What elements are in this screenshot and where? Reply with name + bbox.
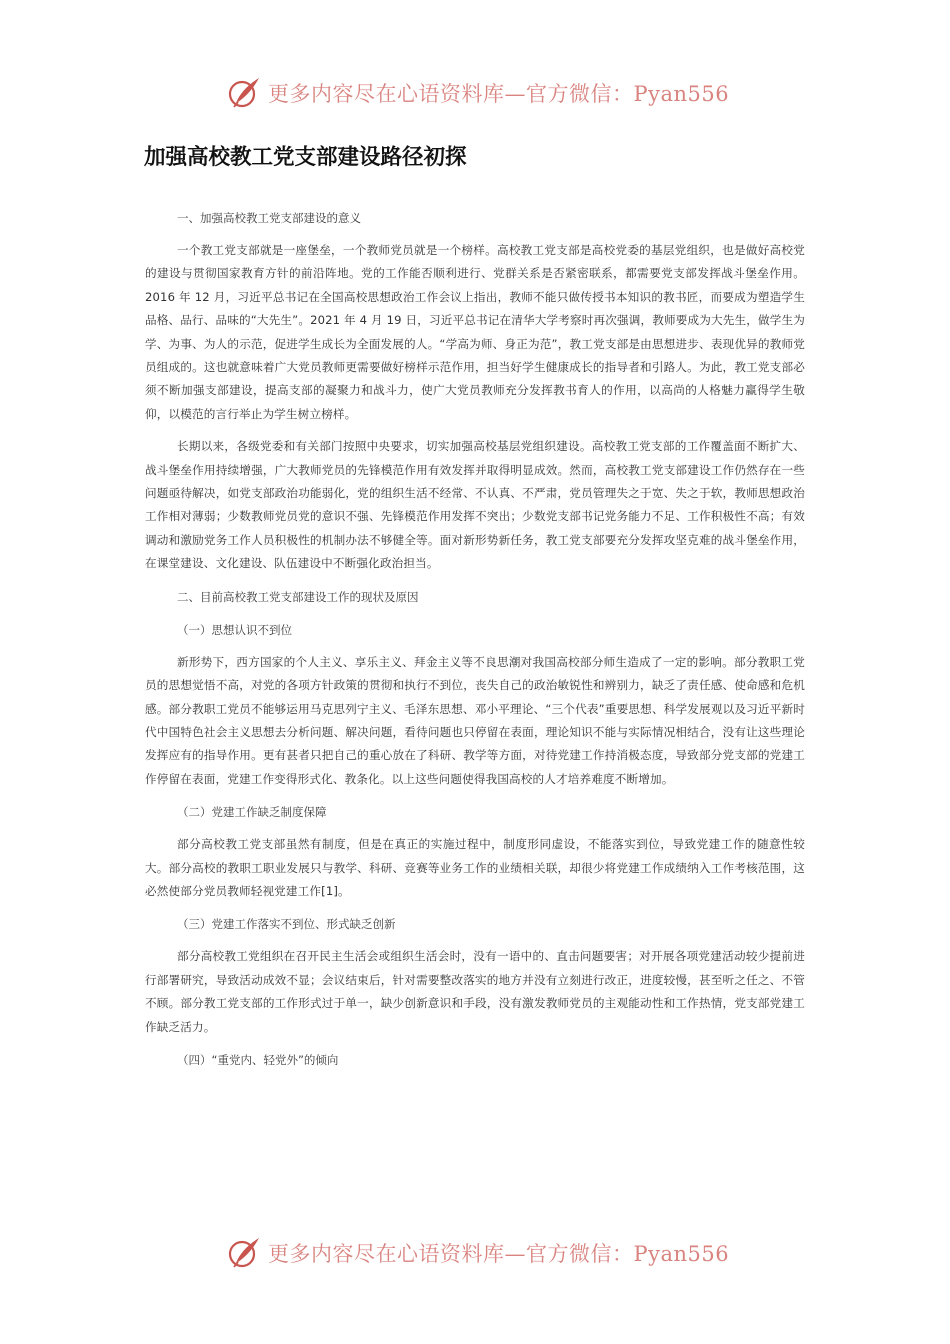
subsection-heading: （四）“重党内、轻党外”的倾向 — [177, 1052, 339, 1067]
page-title: 加强高校教工党支部建设路径初探 — [144, 145, 467, 170]
quill-pen-icon — [226, 75, 262, 111]
section-heading: 二、目前高校教工党支部建设工作的现状及原因 — [177, 589, 419, 604]
paragraph: 部分高校教工党组织在召开民主生活会或组织生活会时，没有一语中的、直击问题要害；对开展各项党建活动较少提前进行部署研究，导致活动成效不显；会议结束后，针对需要整改落实的地方并没有立刻进行改正，进度较慢，甚至听之任之、不管不顾。部分教工党支部的工作形式过于单一，缺少创新意识和手段，没有激发教师党员的主观能动性和工作热情，党支部党建工作缺乏活力。 — [145, 949, 805, 1034]
paragraph: 新形势下，西方国家的个人主义、享乐主义、拜金主义等不良思潮对我国高校部分师生造成了一定的影响。部分教职工党员的思想觉悟不高，对党的各项方针政策的贯彻和执行不到位，丧失自己的政治敏锐性和辨别力，缺乏了责任感、使命感和危机感。部分教职工党员不能够运用马克思列宁主义、毛泽东思想、邓小平理论、“三个代表”重要思想、科学发展观以及习近平新时代中国特色社会主义思想去分析问题、解决问题，看待问题也只停留在表面，理论知识不能与实际情况相结合，没有让这些理论发挥应有的指导作用。更有甚者只把自己的重心放在了科研、教学等方面，对待党建工作持消极态度，导致部分党支部的党建工作停留在表面，党建工作变得形式化、教条化。以上这些问题使得我国高校的人才培养难度不断增加。 — [145, 654, 805, 786]
subsection-heading: （一）思想认识不到位 — [177, 622, 292, 637]
banner-text: 更多内容尽在心语资料库—官方微信：Pyan556 — [268, 82, 730, 106]
subsection-heading: （三）党建工作落实不到位、形式缺乏创新 — [177, 917, 396, 932]
banner-text: 更多内容尽在心语资料库—官方微信：Pyan556 — [268, 1242, 730, 1266]
document-body — [145, 206, 805, 1081]
footer-banner — [226, 1233, 730, 1273]
paragraph: 一个教工党支部就是一座堡垒，一个教师党员就是一个榜样。高校教工党支部是高校党委的基层党组织，也是做好高校党的建设与贯彻国家教育方针的前沿阵地。党的工作能否顺利进行、党群关系是否紧密联系，都需要党支部发挥战斗堡垒作用。2016 年 12 月，习近平总书记在全国高校思想政治工作会议上指出，教师不能只做传授书本知识的教书匠，而要成为塑造学生品格、品行、品味的“大先生”。2021 年 4 月 19 日，习近平总书记在清华大学考察时再次强调，教师要成为大先生，做学生为学、为事、为人的示范，促进学生成长为全面发展的人。“学高为师、身正为范”，教工党支部是由思想进步、表现优异的教师党员组成的。这也就意味着广大党员教师更需要做好榜样示范作用，担当好学生健康成长的指导者和引路人。为此，教工党支部必须不断加强支部建设，提高支部的凝聚力和战斗力，使广大党员教师充分发挥教书育人的作用，以高尚的人格魅力赢得学生敬仰，以模范的言行举止为学生树立榜样。 — [145, 243, 805, 421]
header-banner — [226, 73, 730, 113]
section-heading: 一、加强高校教工党支部建设的意义 — [177, 211, 361, 225]
subsection-heading: （二）党建工作缺乏制度保障 — [177, 805, 327, 820]
paragraph: 长期以来，各级党委和有关部门按照中央要求，切实加强高校基层党组织建设。高校教工党支部的工作覆盖面不断扩大、战斗堡垒作用持续增强，广大教师党员的先锋模范作用有效发挥并取得明显成效。然而，高校教工党支部建设工作仍然存在一些问题亟待解决，如党支部政治功能弱化，党的组织生活不经常、不认真、不严肃，党员管理失之于宽、失之于软，教师思想政治工作相对薄弱；少数教师党员党的意识不强、先锋模范作用发挥不突出；少数党支部书记党务能力不足、工作积极性不高；有效调动和激励党务工作人员积极性的机制办法不够健全等。面对新形势新任务，教工党支部要充分发挥攻坚克难的战斗堡垒作用，在课堂建设、文化建设、队伍建设中不断强化政治担当。 — [145, 439, 805, 571]
quill-pen-icon — [226, 1235, 262, 1271]
paragraph: 部分高校教工党支部虽然有制度，但是在真正的实施过程中，制度形同虚设，不能落实到位，导致党建工作的随意性较大。部分高校的教职工职业发展只与教学、科研、竞赛等业务工作的业绩相关联，却很少将党建工作成绩纳入工作考核范围，这必然使部分党员教师轻视党建工作[1]。 — [145, 837, 805, 898]
